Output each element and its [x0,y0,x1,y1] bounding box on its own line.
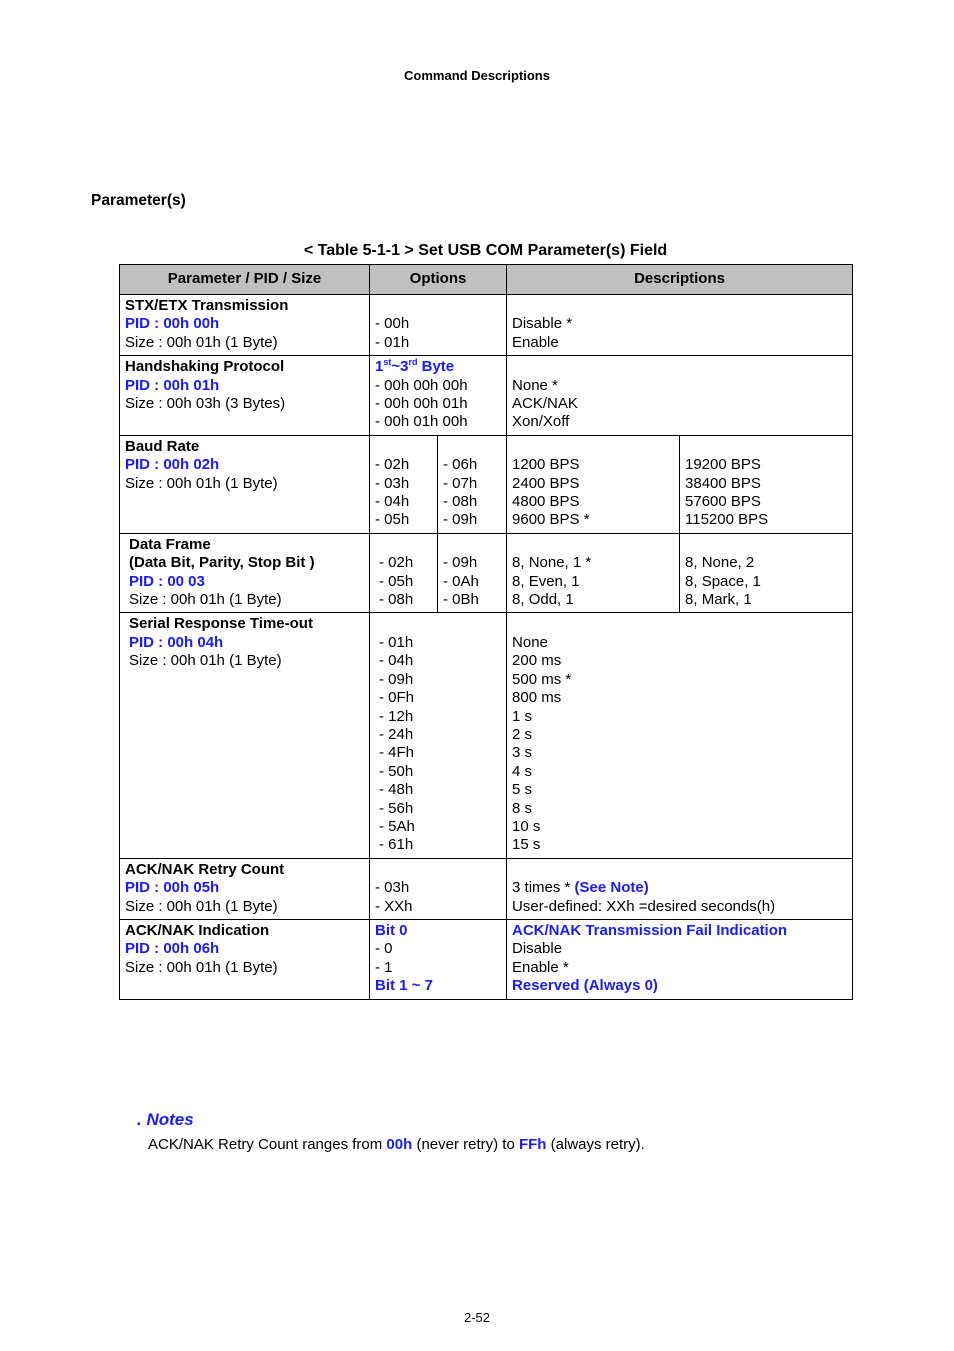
option-value: - 0Fh [379,689,415,707]
param-cell [120,435,370,533]
option-value: - 1 [375,958,393,976]
option-value: - 08h [379,591,414,609]
option-value: - 04h [379,652,414,670]
description-value: 8, None, 2 [685,554,755,572]
option-value: - 02h [375,456,410,474]
option-value: - 09h [443,554,478,572]
notes-value-max: FFh [518,1136,547,1153]
table-row-handshaking [120,356,853,436]
byte-range-label: 1st~3rd Byte [375,357,455,376]
options-cell [370,356,507,436]
page-header: Command Descriptions [404,68,550,83]
description-value: 5 s [512,781,533,799]
param-cell [120,356,370,436]
param-cell [120,613,370,858]
table-row-data-frame [120,533,853,613]
notes-title: . Notes [137,1110,194,1129]
table-row-retry-count [120,858,853,919]
option-value: - 01h [379,633,414,651]
section-title: Parameter(s) [91,192,186,209]
option-value: - 09h [379,670,414,688]
usb-com-parameter-table [119,264,853,1000]
description-value: 115200 BPS [685,511,769,529]
descriptions-cell [507,919,853,999]
option-value: - 03h [375,474,410,492]
options-cell [438,533,507,613]
description-value: 3 s [512,744,533,762]
option-value: - 50h [379,762,414,780]
param-pid: PID : 00 03 [129,572,205,590]
option-value: - 61h [379,836,414,854]
description-value: None * [512,376,558,394]
table-row-timeout [120,613,853,858]
param-size: Size : 00h 01h (1 Byte) [129,591,282,609]
description-value: 1 s [512,707,533,725]
param-name: ACK/NAK Indication [125,921,270,939]
description-value: 4 s [512,762,533,780]
description-value: 57600 BPS [685,493,761,511]
description-value: 800 ms [512,689,562,707]
description-value: 38400 BPS [685,474,761,492]
description-value: Disable * [512,315,573,333]
bit-label: Bit 0 [375,921,408,939]
descriptions-cell [507,295,853,356]
param-pid: PID : 00h 00h [125,315,220,333]
option-value: - 07h [443,474,478,492]
options-cell [370,533,438,613]
description-value: Enable [512,333,559,351]
table-row-indication [120,919,853,999]
bit-label: Bit 1 ~ 7 [375,977,433,995]
header-descriptions: Descriptions [507,265,853,295]
description-value: 200 ms [512,652,562,670]
description-value: 19200 BPS [685,456,761,474]
description-value: User-defined: XXh =desired seconds(h) [512,897,776,915]
option-value: - 09h [443,511,478,529]
descriptions-cell [507,858,853,919]
description-value: 8 s [512,799,533,817]
description-value: 10 s [512,817,541,835]
option-value: - 12h [379,707,414,725]
param-name: Serial Response Time-out [129,615,313,633]
param-pid: PID : 00h 04h [129,633,224,651]
param-pid: PID : 00h 02h [125,456,220,474]
description-value: 9600 BPS * [512,511,590,529]
descriptions-cell [507,435,680,533]
description-value: 2 s [512,725,533,743]
description-value: 4800 BPS [512,493,580,511]
option-value: - 01h [375,333,410,351]
option-value: - 00h 00h 00h [375,376,468,394]
description-value: None [512,633,548,651]
descriptions-cell [507,533,680,613]
see-note-link[interactable]: (See Note) [574,879,649,897]
description-value: Enable * [512,958,569,976]
option-value: - 5Ah [379,817,415,835]
option-value: - 56h [379,799,414,817]
option-value: - 04h [375,493,410,511]
description-value: 8, Mark, 1 [685,591,752,609]
description-value: 8, Space, 1 [685,572,761,590]
description-value: Disable [512,940,563,958]
param-name: Data Frame [129,535,211,553]
param-name: STX/ETX Transmission [125,297,289,314]
options-cell [370,435,438,533]
page-number: 2-52 [463,1310,491,1325]
description-value: 3 times * (See Note) [512,879,649,897]
descriptions-cell [507,356,853,436]
description-value: 1200 BPS [512,456,580,474]
option-value: - XXh [375,897,413,915]
param-pid: PID : 00h 06h [125,940,220,958]
option-value: - 08h [443,493,478,511]
descriptions-cell [507,613,853,858]
descriptions-cell [680,435,853,533]
description-value: 15 s [512,836,541,854]
option-value: - 00h 01h 00h [375,413,468,431]
option-value: - 0Bh [443,591,479,609]
description-value: 8, None, 1 * [512,554,592,572]
option-value: - 24h [379,725,414,743]
table-caption: < Table 5-1-1 > Set USB COM Parameter(s) Field [303,242,668,259]
param-pid: PID : 00h 01h [125,376,220,394]
options-cell [370,919,507,999]
option-value: - 0Ah [443,572,479,590]
param-name: Baud Rate [125,437,200,455]
options-cell [370,295,507,356]
description-value: ACK/NAK [512,395,578,413]
param-name: Handshaking Protocol [125,358,285,376]
description-heading: Reserved (Always 0) [512,977,658,995]
param-size: Size : 00h 01h (1 Byte) [125,958,278,976]
description-value: Xon/Xoff [512,413,570,431]
option-value: - 05h [375,511,410,529]
table-header-row [120,265,853,295]
options-cell [438,435,507,533]
param-size: Size : 00h 01h (1 Byte) [129,652,282,670]
options-cell [370,613,507,858]
param-size: Size : 00h 01h (1 Byte) [125,474,278,492]
option-value: - 03h [375,879,410,897]
description-value: 500 ms * [512,670,572,688]
param-cell [120,295,370,356]
options-cell [370,858,507,919]
option-value: - 00h 00h 01h [375,395,468,413]
notes-value-min: 00h [386,1136,413,1153]
option-value: - 02h [379,554,414,572]
description-heading: ACK/NAK Transmission Fail Indication [512,921,788,939]
descriptions-cell [680,533,853,613]
description-value: 8, Odd, 1 [512,591,574,609]
option-value: - 00h [375,315,410,333]
param-size: Size : 00h 03h (3 Bytes) [125,395,286,413]
param-cell [120,533,370,613]
param-size: Size : 00h 01h (1 Byte) [125,897,278,915]
param-cell [120,858,370,919]
option-value: - 06h [443,456,478,474]
param-size: Size : 00h 01h (1 Byte) [125,333,278,351]
notes-body: ACK/NAK Retry Count ranges from 00h (never retry) to FFh (always retry). [148,1136,645,1153]
param-cell [120,919,370,999]
option-value: - 4Fh [379,744,415,762]
param-pid: PID : 00h 05h [125,879,220,897]
option-value: - 0 [375,940,393,958]
param-name: ACK/NAK Retry Count [125,860,285,878]
description-value: 2400 BPS [512,474,580,492]
table-row-baud-rate [120,435,853,533]
option-value: - 48h [379,781,414,799]
header-options: Options [370,265,507,295]
param-subname: (Data Bit, Parity, Stop Bit ) [129,554,315,572]
header-parameter: Parameter / PID / Size [120,265,370,295]
description-value: 8, Even, 1 [512,572,580,590]
option-value: - 05h [379,572,414,590]
table-row-stx-etx [120,295,853,356]
